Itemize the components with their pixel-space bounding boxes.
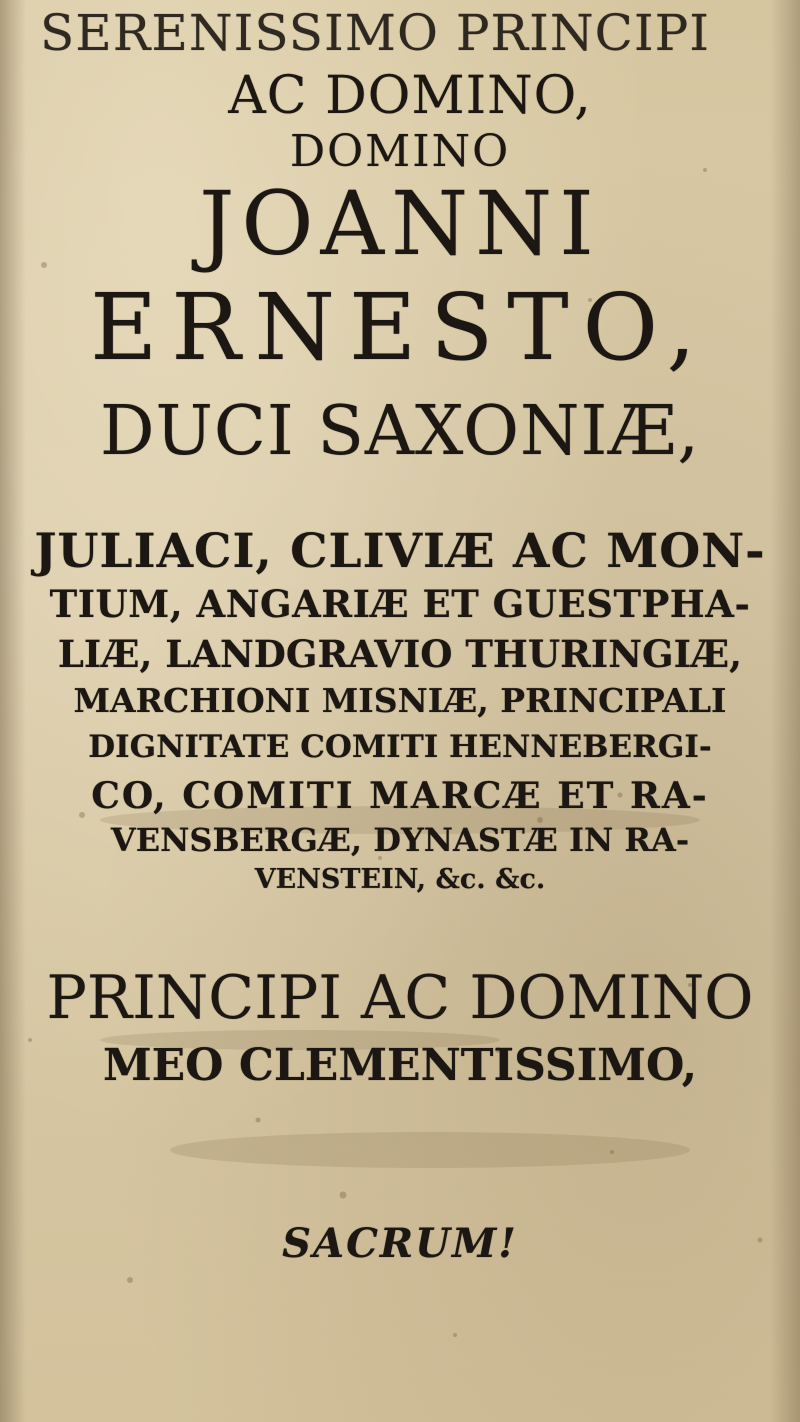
dedication-line-serenissimo: SERENISSIMO PRINCIPI [40, 4, 711, 62]
dedication-title-duci: DUCI SAXONIÆ, [99, 392, 701, 471]
dedication-titles-line-8: VENSTEIN, &c. &c. [254, 864, 546, 895]
dedication-line-domino: DOMINO [289, 126, 511, 177]
dedication-titles-line-5: DIGNITATE COMITI HENNEBERGI- [88, 729, 712, 765]
dedication-closing-meo: MEO CLEMENTISSIMO, [102, 1040, 698, 1091]
dedication-line-ac-domino: AC DOMINO, [228, 66, 592, 126]
dedication-titles-line-2: TIUM, ANGARIÆ ET GUESTPHA- [49, 582, 751, 626]
dedication-titles-line-3: LIÆ, LANDGRAVIO THURINGIÆ, [57, 632, 743, 676]
dedication-name-ernesto: ERNESTO, [90, 274, 710, 381]
dedication-titles-line-7: VENSBERGÆ, DYNASTÆ IN RA- [110, 821, 690, 859]
dedication-sacrum: SACRUM! [282, 1220, 518, 1267]
dedication-name-joanni: JOANNI [199, 172, 601, 275]
dedication-titles-line-4: MARCHIONI MISNIÆ, PRINCIPALI [73, 681, 727, 720]
dedication-titles-line-1: JULIACI, CLIVIÆ AC MON- [34, 524, 766, 579]
dedication-closing-principi: PRINCIPI AC DOMINO [46, 963, 754, 1033]
dedication-titles-line-6: CO, COMITI MARCÆ ET RA- [91, 775, 709, 817]
